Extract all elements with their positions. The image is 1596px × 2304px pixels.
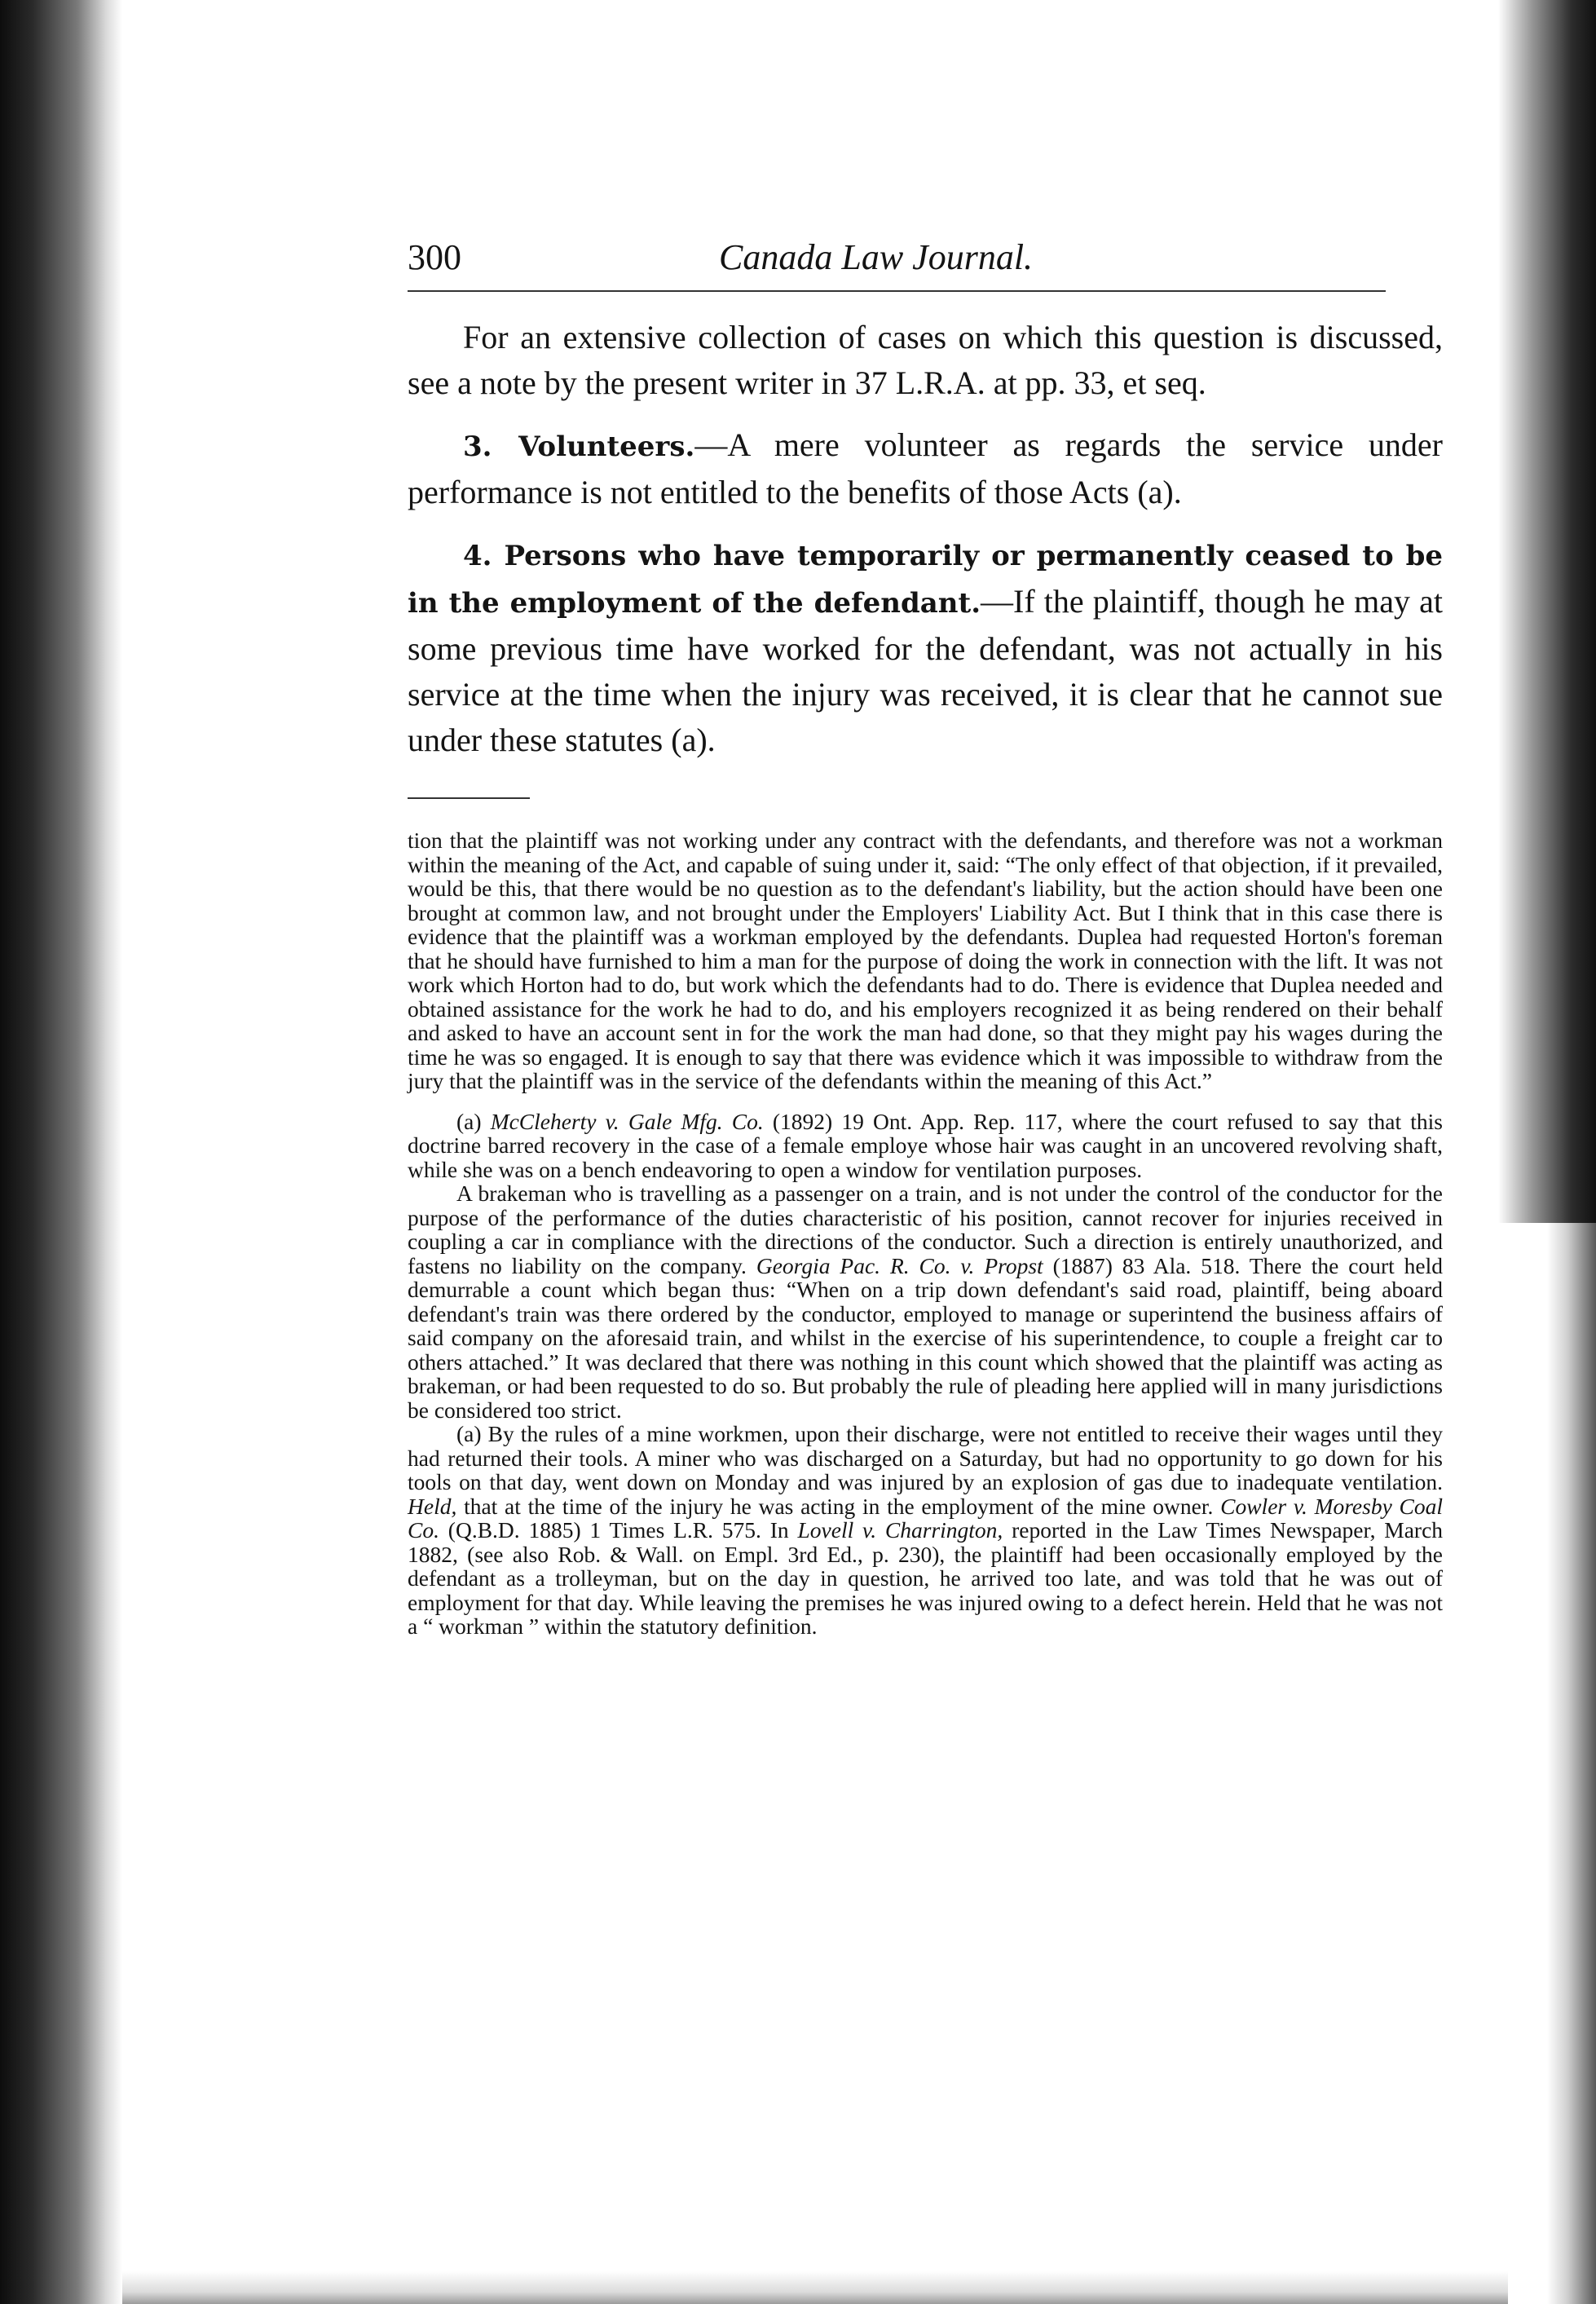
footnote-text: By the rules of a mine workmen, upon their discharge, were not entitled to receive their wages until they had returned their tools. A miner who was discharged on a Saturday, but had no opportunity to go down for his tools on that day, went down on Monday and was injured by an explosion of gas due to inadequate ventilation. xyxy=(408,1421,1444,1494)
footnote-text: A brakeman who is travelling as a passenger on a train, and is not under the control of the conductor for the purpose of the performance of the duties characteristic of his position, cannot recover for injuries received in coupling a car in compliance with the directions of the conductor. Such a direction is entirely unauthorized, and fastens no liability on the company. xyxy=(408,1181,1443,1278)
case-name: Georgia Pac. R. Co. v. Propst xyxy=(756,1252,1043,1278)
footnote-text: (1892) 19 Ont. App. Rep. 117, where the court refused to say that this doctrine barred recovery in the case of a female employe whose hair was caught in an uncovered revolving shaft, while she was on a bench endeavoring to open a window for ventilation purposes. xyxy=(408,1108,1443,1182)
heading-ceased-employment: 4. Persons who have temporarily or permanently ceased to be in the employment of the defendant. xyxy=(408,540,1443,620)
main-text xyxy=(408,315,1443,763)
footnote-mark: (a) xyxy=(456,1108,482,1134)
footnote-continuation: tion that the plaintiff was not working under any contract with the defendants, and therefore was not a workman within the meaning of the Act, and capable of suing under it, said: “The only effect of that objection, if it prevailed, would be this, that there would be no question as to the defendant's liability, but the action should have been one brought at common law, and not brought under the Employers' Liability Act. But I think that in this case there is evidence that the plaintiff was a workman employed by the defendants. Duplea had requested Horton's foreman that he should have furnished to him a man for the purpose of doing the work in connection with the lift. It was not work which Horton had to do, but work which the defendants had to do. There is evidence that Duplea needed and obtained assistance for the work he had to do, and his employers recognized it as being rendered on their behalf and asked to have an account sent in for the work the man had done, so that they might pay his wages during the time he was so engaged. It is enough to say that there was evidence which it was impossible to withdraw from the jury that the plaintiff was in the service of the defendants within the meaning of this Act.” xyxy=(408,828,1443,1093)
text-volunteers: —A mere volunteer as regards the service under performance is not entitled to the benefits of those Acts (a). xyxy=(408,426,1443,510)
scan-edge-bottom xyxy=(122,2271,1508,2304)
scan-edge-right-lower xyxy=(1547,1223,1596,2304)
book-page xyxy=(408,220,1443,1639)
footnote-text: reported in the Law Times Newspaper, March 1882, (see also Rob. & Wall. on Empl. 3rd Ed., p. 230), the plaintiff had been occasionally employed by the defendant as a trolleyman, but on the day in question, he arrived too late, and was told that he was out of employment for that day. While leaving the premises he was injured owing to a defect herein. Held that he was not a “ workman ” within the statutory definition. xyxy=(408,1517,1444,1639)
case-name: McCleherty v. Gale Mfg. Co. xyxy=(490,1108,764,1134)
scan-edge-left xyxy=(0,0,122,2304)
scan-edge-right xyxy=(1498,0,1596,1223)
footnote-mine-workmen xyxy=(408,1422,1443,1639)
footnote-rule xyxy=(408,797,530,799)
journal-title: Canada Law Journal. xyxy=(719,237,1034,277)
case-name: Lovell v. Charrington, xyxy=(797,1517,1003,1543)
paragraph-collection-note: For an extensive collection of cases on which this question is discussed, see a note by the present writer in 37 L.R.A. at pp. 33, et seq. xyxy=(408,319,1443,401)
header-rule xyxy=(408,290,1386,292)
footnote-text: (Q.B.D. 1885) 1 Times L.R. 575. In xyxy=(447,1517,789,1543)
footnotes xyxy=(408,828,1443,1639)
case-name: Cowler v. Moresby Coal Co. xyxy=(408,1493,1444,1543)
running-head xyxy=(408,220,1443,290)
text-ceased-employment: —If the plaintiff, though he may at some previous time have worked for the defendant, was not actually in his service at the time when the injury was received, it is clear that he cannot sue under these statutes (a). xyxy=(408,583,1443,758)
footnote-mark: (a) xyxy=(456,1421,482,1446)
page-number: 300 xyxy=(408,237,461,277)
heading-volunteers: 3. Volunteers. xyxy=(463,430,695,463)
footnote-mccleherty xyxy=(408,1110,1443,1182)
footnote-text: (1887) 83 Ala. 518. There the court held demurrable a count which began thus: “When on a trip down defendant's said road, plaintiff, being aboard defendant's train was there ordered by the conductor, employed to manage or superintend the business affairs of said company on the aforesaid train, and whilst in the exercise of his superintendence, to couple a freight car to others attached.” It was declared that there was nothing in this count which showed that the plaintiff was acting as brakeman, or had been requested to do so. But probably the rule of pleading here applied will in many jurisdictions be considered too strict. xyxy=(408,1252,1444,1423)
paragraph-volunteers xyxy=(408,422,1443,515)
footnote-text: that at the time of the injury he was acting in the employment of the mine owner. xyxy=(464,1493,1214,1519)
paragraph-ceased-employment xyxy=(408,532,1443,763)
held-label: Held, xyxy=(408,1493,457,1519)
footnote-brakeman xyxy=(408,1181,1443,1422)
